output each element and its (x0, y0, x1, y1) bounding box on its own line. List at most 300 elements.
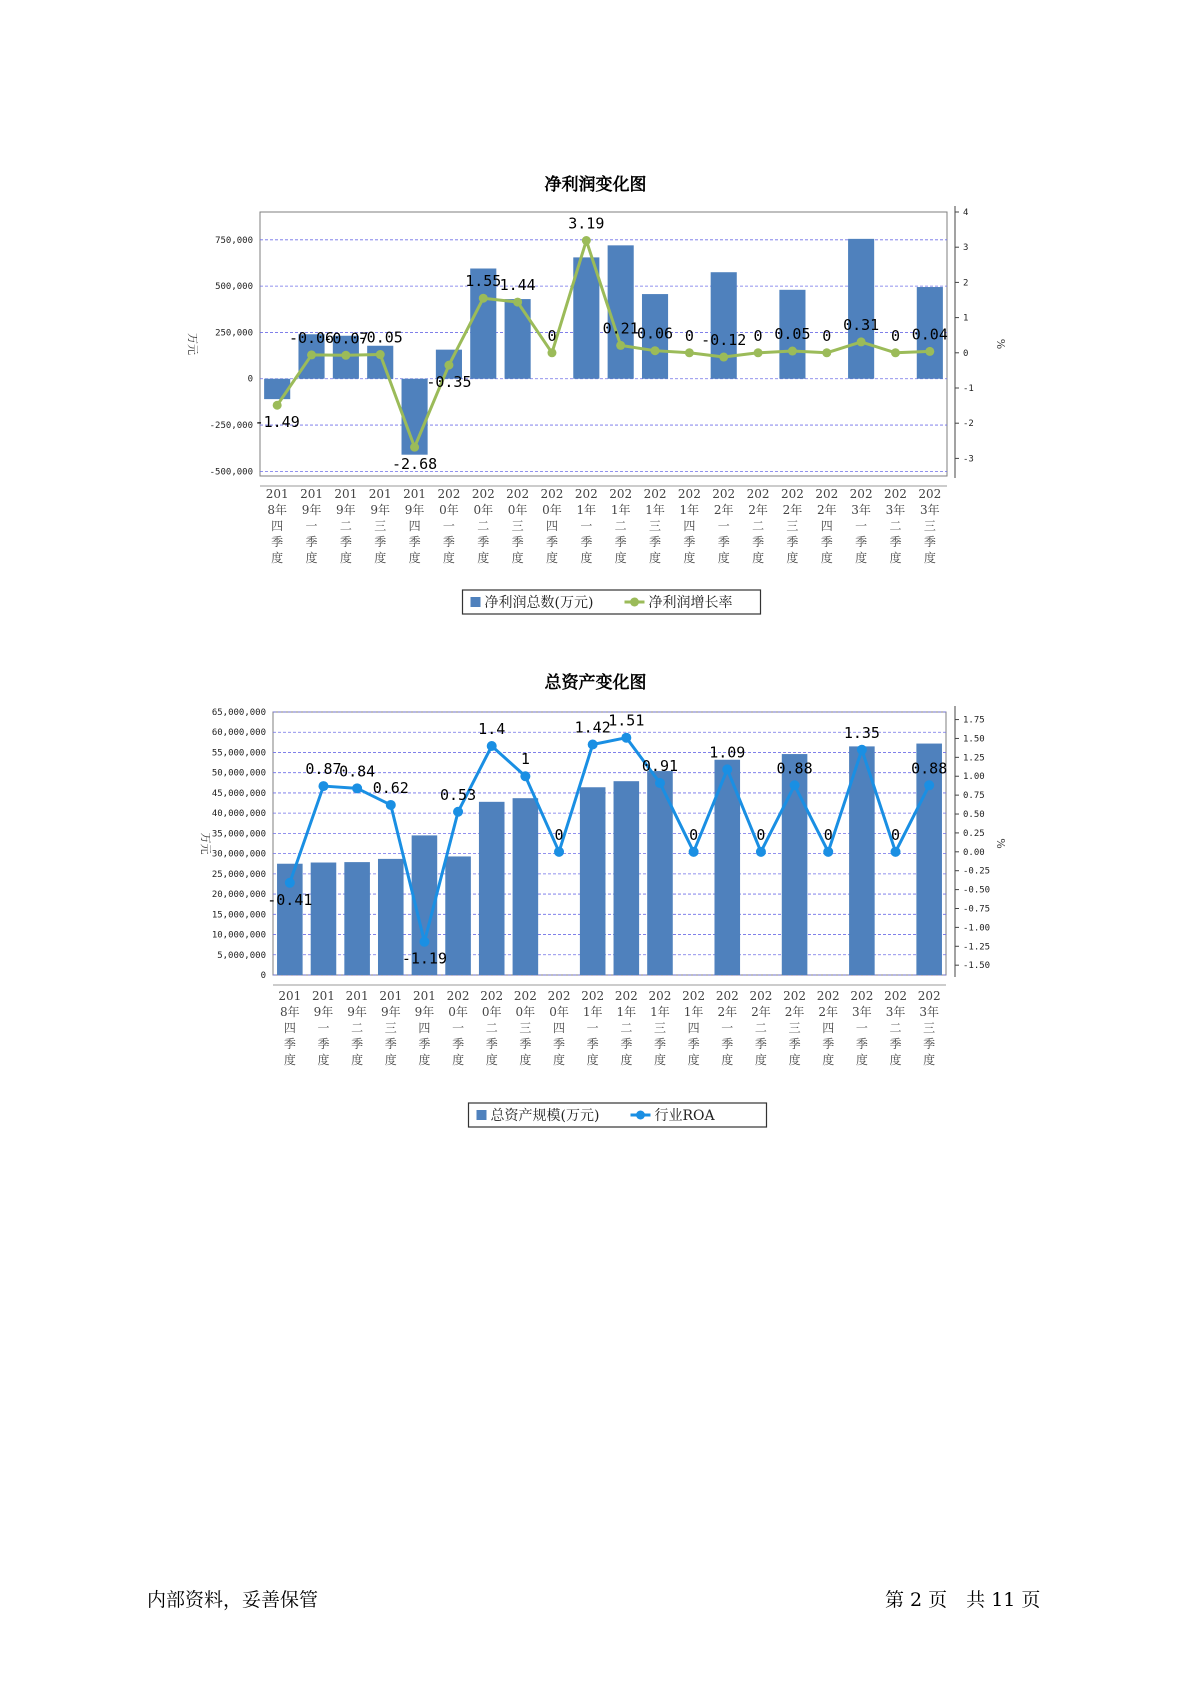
line-point (891, 348, 900, 357)
x-axis-category-line: 季 (442, 535, 455, 549)
x-axis-category (884, 989, 907, 1067)
x-axis-category-line: 度 (683, 551, 696, 565)
x-axis-category-line: 一 (317, 1021, 330, 1035)
x-axis-category-line: 一 (452, 1021, 465, 1035)
x-axis-category (850, 487, 873, 565)
bar (344, 862, 370, 975)
x-axis-category-line: 季 (786, 535, 799, 549)
line-point (487, 741, 497, 751)
line-data-label: 0.04 (911, 325, 948, 344)
x-axis-category-line: 201 (379, 989, 403, 1003)
line-point (689, 847, 699, 857)
line-point (479, 294, 488, 303)
x-axis-category (918, 989, 941, 1067)
x-axis-category-line: 三 (788, 1021, 801, 1035)
x-axis-category-line: 9年 (414, 1005, 435, 1019)
x-axis-category-line: 四 (271, 519, 284, 533)
line-point (857, 745, 867, 755)
line-data-label: 1.42 (574, 718, 611, 737)
x-axis-category-line: 度 (717, 551, 730, 565)
x-axis-category-line: 季 (614, 535, 627, 549)
y2-axis-tick-label: 1 (963, 313, 969, 324)
x-axis-category (609, 487, 632, 565)
line-point (588, 739, 598, 749)
x-axis-category-line: 0年 (549, 1005, 569, 1019)
x-axis-category-line: 度 (820, 551, 833, 565)
x-axis-category-line: 9年 (347, 1005, 367, 1019)
line-point (788, 347, 797, 356)
y2-axis-tick-label: 2 (963, 278, 969, 289)
x-axis-category-line: 0年 (439, 503, 459, 517)
x-axis-category-line: 201 (334, 487, 358, 501)
bar (311, 863, 337, 975)
line-point (685, 348, 694, 357)
x-axis-category-line: 度 (408, 551, 421, 565)
x-axis-category-line: 0年 (473, 503, 494, 517)
y-axis-tick-label: 10,000,000 (211, 930, 266, 941)
chart-title-total-assets: 总资产变化图 (544, 673, 647, 693)
x-axis-category-line: 202 (780, 487, 804, 501)
x-axis-category (817, 989, 840, 1067)
x-axis-category-line: 四 (822, 1021, 835, 1035)
x-axis-category-line: 2年 (717, 1005, 738, 1019)
x-axis-category (712, 487, 735, 565)
y-axis-tick-label: 5,000,000 (217, 950, 266, 961)
x-axis-category-line: 三 (519, 1021, 532, 1035)
x-axis-category-line: 202 (712, 487, 736, 501)
x-axis-category-line: 2年 (784, 1005, 805, 1019)
x-axis-category-line: 度 (653, 1053, 666, 1067)
x-axis-category-line: 四 (820, 519, 833, 533)
y2-axis-tick-label: 0.25 (963, 828, 985, 839)
line-data-label: 0 (822, 326, 832, 345)
x-axis-category (266, 487, 289, 565)
line-data-label: 0.88 (911, 759, 948, 778)
x-axis-category-line: 0年 (507, 503, 528, 517)
x-axis-category-line: 度 (687, 1053, 700, 1067)
x-axis-category-line: 三 (923, 1021, 936, 1035)
line-data-label: 1.35 (843, 723, 880, 742)
x-axis-category (548, 989, 571, 1067)
x-axis-category-line: 度 (855, 551, 868, 565)
y-axis-label: 万元 (186, 333, 199, 355)
line-data-label: 0 (547, 326, 557, 345)
legend (463, 590, 761, 614)
y2-axis-tick-label: 1.75 (963, 715, 985, 726)
x-axis-category-line: 二 (339, 519, 352, 533)
x-axis-category-line: 202 (437, 487, 461, 501)
x-axis-category-line: 季 (752, 535, 765, 549)
x-axis-category-line: 1年 (610, 503, 631, 517)
y2-axis-label: % (994, 338, 1007, 350)
x-axis-category-line: 季 (271, 535, 284, 549)
x-axis-category-line: 201 (312, 989, 335, 1003)
line-point (352, 783, 362, 793)
x-axis-category (581, 989, 604, 1067)
x-axis-category-line: 度 (889, 1053, 902, 1067)
x-axis-category-line: 度 (721, 1053, 734, 1067)
x-axis-category-line: 度 (305, 551, 318, 565)
y2-axis-label: % (994, 838, 1007, 849)
y-axis-tick-label: 0 (247, 374, 253, 385)
line-data-label: -2.68 (391, 455, 438, 474)
x-axis-category-line: 202 (816, 989, 840, 1003)
x-axis-category-line: 度 (923, 551, 936, 565)
x-axis-category-line: 二 (754, 1021, 767, 1035)
x-axis-category-line: 度 (545, 551, 558, 565)
x-axis-category-line: 2年 (782, 503, 803, 517)
x-axis-category (541, 487, 564, 565)
x-axis-category-line: 度 (786, 551, 799, 565)
y-axis-tick-label: 55,000,000 (211, 748, 266, 759)
x-axis-category-line: 季 (553, 1037, 566, 1051)
line-data-label: -0.06 (288, 328, 335, 347)
legend-bar-label: 总资产规模(万元) (490, 1108, 600, 1124)
x-axis-category-line: 度 (283, 1053, 296, 1067)
x-axis-category-line: 1年 (650, 1005, 670, 1019)
x-axis-category-line: 9年 (313, 1005, 334, 1019)
x-axis-category-line: 季 (384, 1037, 397, 1051)
x-axis-category-line: 3年 (919, 1005, 939, 1019)
x-axis-category (678, 487, 701, 565)
x-axis-category-line: 季 (687, 1037, 700, 1051)
x-axis-category-line: 202 (506, 487, 530, 501)
x-axis-category-line: 2年 (751, 1005, 771, 1019)
x-axis-category (278, 989, 301, 1067)
x-axis-category-line: 8年 (280, 1005, 300, 1019)
x-axis-category-line: 季 (653, 1037, 666, 1051)
line-data-label: 0 (689, 825, 699, 844)
x-axis-category (682, 989, 705, 1067)
x-axis-category-line: 一 (305, 519, 318, 533)
line-data-label: 0.87 (305, 760, 342, 779)
x-axis-category-line: 季 (788, 1037, 801, 1051)
x-axis-category (850, 989, 873, 1067)
line-point (857, 337, 866, 346)
x-axis-category (644, 487, 667, 565)
x-axis-category-line: 202 (547, 989, 571, 1003)
x-axis-category-line: 201 (300, 487, 323, 501)
line-point (719, 353, 728, 362)
line-data-label: 0 (554, 825, 564, 844)
x-axis-category-line: 四 (687, 1021, 700, 1035)
x-axis-category-line: 度 (580, 551, 593, 565)
x-axis-category-line: 1年 (582, 1005, 603, 1019)
x-axis-category-line: 9年 (380, 1005, 401, 1019)
line-point (756, 847, 766, 857)
y-axis-label: 万元 (199, 832, 212, 855)
x-axis-category-line: 202 (581, 989, 605, 1003)
x-axis-category-line: 季 (339, 535, 352, 549)
line-point (453, 807, 463, 817)
x-axis-category (369, 487, 392, 565)
x-axis-category-line: 四 (553, 1021, 566, 1035)
bar (513, 798, 539, 975)
y2-axis-tick-label: 1.50 (963, 734, 985, 745)
x-axis-category-line: 1年 (645, 503, 665, 517)
x-axis-category-line: 度 (271, 551, 284, 565)
x-axis-category-line: 一 (721, 1021, 734, 1035)
bar (445, 856, 471, 975)
x-axis-category-line: 度 (649, 551, 662, 565)
x-axis-category-line: 201 (403, 487, 427, 501)
x-axis-category-line: 季 (683, 535, 696, 549)
chart-title-net-profit: 净利润变化图 (544, 175, 647, 195)
y2-axis-tick-label: 3 (963, 243, 969, 254)
x-axis-category-line: 3年 (885, 1005, 906, 1019)
x-axis-category-line: 度 (614, 551, 627, 565)
x-axis-category-line: 3年 (852, 1005, 872, 1019)
line-point (376, 350, 385, 359)
line-point (520, 771, 530, 781)
x-axis-category (747, 487, 770, 565)
y2-axis-tick-label: 4 (963, 208, 969, 218)
y-axis-tick-label: 500,000 (215, 282, 253, 293)
x-axis-category-line: 二 (485, 1021, 498, 1035)
y-axis-tick-label: -500,000 (209, 467, 253, 478)
x-axis-category-line: 2年 (713, 503, 734, 517)
line-point (285, 878, 295, 888)
x-axis-category-line: 四 (683, 519, 696, 533)
x-axis-category-line: 四 (545, 519, 558, 533)
line-data-label: -0.05 (357, 328, 403, 347)
x-axis-category (480, 989, 503, 1067)
x-axis-category-line: 一 (855, 519, 868, 533)
x-axis-category-line: 9年 (301, 503, 322, 517)
x-axis-category-line: 一 (717, 519, 730, 533)
x-axis-category-line: 四 (283, 1021, 296, 1035)
x-axis-category-line: 0年 (515, 1005, 536, 1019)
y2-axis-tick-label: 1.25 (963, 753, 985, 764)
line-data-label: 1.44 (499, 276, 536, 295)
line-data-label: 3.19 (568, 214, 605, 233)
x-axis-category-line: 三 (374, 519, 387, 533)
line-data-label: 0.06 (636, 324, 674, 343)
line-data-label: 0.53 (440, 785, 477, 804)
x-axis-category-line: 201 (345, 989, 369, 1003)
y-axis-tick-label: 50,000,000 (211, 768, 266, 779)
y2-axis-tick-label: 0.75 (963, 791, 985, 802)
line-point (823, 847, 833, 857)
line-data-label: 0 (823, 825, 833, 844)
x-axis-category (437, 487, 460, 565)
x-axis-category-line: 季 (855, 1037, 868, 1051)
x-axis-category-line: 度 (374, 551, 387, 565)
line-data-label: 0.05 (774, 325, 811, 344)
x-axis-category-line: 二 (752, 519, 765, 533)
line-point (273, 401, 282, 410)
x-axis-category-line: 二 (889, 519, 902, 533)
bar (711, 272, 737, 379)
legend-line-marker (636, 1111, 645, 1120)
x-axis-category-line: 二 (351, 1021, 364, 1035)
x-axis-category-line: 202 (715, 989, 739, 1003)
x-axis-category-line: 度 (384, 1053, 397, 1067)
x-axis-category-line: 季 (511, 535, 524, 549)
x-axis-category-line: 度 (855, 1053, 868, 1067)
x-axis-category (783, 989, 806, 1067)
line-point (410, 443, 419, 452)
y-axis-tick-label: 0 (260, 971, 266, 981)
x-axis-category (413, 989, 436, 1067)
y-axis-tick-label: 25,000,000 (211, 869, 266, 880)
y-axis-tick-label: 250,000 (215, 328, 253, 339)
x-axis-category-line: 一 (855, 1021, 868, 1035)
x-axis-category-line: 201 (265, 487, 289, 501)
line-data-label: -1.19 (401, 949, 448, 968)
x-axis-category (472, 487, 495, 565)
x-axis-category-line: 季 (351, 1037, 364, 1051)
x-axis-category-line: 度 (788, 1053, 801, 1067)
y2-axis-tick-label: -0.50 (963, 885, 991, 896)
bar (580, 787, 606, 975)
x-axis-category-line: 度 (317, 1053, 330, 1067)
x-axis-category-line: 9年 (336, 503, 356, 517)
line-point (790, 780, 800, 790)
line-data-label: -1.49 (254, 413, 300, 432)
y2-axis-tick-label: -0.25 (963, 866, 991, 877)
x-axis-category-line: 3年 (885, 503, 906, 517)
legend-line-label: 行业ROA (654, 1108, 715, 1124)
y2-axis-tick-label: -1.25 (963, 942, 991, 953)
x-axis-category-line: 季 (889, 535, 902, 549)
x-axis-category-line: 季 (408, 535, 421, 549)
line-data-label: 0 (684, 326, 694, 345)
x-axis-category-line: 202 (682, 989, 706, 1003)
x-axis-category (575, 487, 598, 565)
footer-confidential: 内部资料，妥善保管 (147, 1589, 319, 1611)
x-axis-category-line: 季 (418, 1037, 431, 1051)
x-axis-category-line: 二 (889, 1021, 902, 1035)
x-axis-category-line: 0年 (448, 1005, 468, 1019)
x-axis-category-line: 三 (786, 519, 799, 533)
line-data-label: 1.09 (709, 743, 746, 762)
x-axis-category (615, 989, 638, 1067)
line-data-label: -0.07 (323, 329, 369, 348)
line-point (547, 348, 556, 357)
x-axis-category-line: 202 (918, 487, 942, 501)
x-axis-category-line: 202 (574, 487, 598, 501)
x-axis-category-line: 0年 (542, 503, 562, 517)
total-assets-chart (0, 700, 1191, 1124)
x-axis-category-line: 季 (519, 1037, 532, 1051)
line-data-label: -0.41 (267, 890, 313, 909)
y2-axis-tick-label: -3 (963, 454, 974, 465)
line-data-label: 0.62 (372, 778, 409, 797)
y2-axis-tick-label: 0.00 (963, 847, 985, 858)
x-axis-category-line: 季 (620, 1037, 633, 1051)
y-axis-tick-label: 60,000,000 (211, 728, 266, 739)
x-axis-category-line: 季 (283, 1037, 296, 1051)
x-axis-category (334, 487, 357, 565)
x-axis-category-line: 季 (820, 535, 833, 549)
x-axis-category-line: 二 (477, 519, 490, 533)
line-point (651, 346, 660, 355)
x-axis-category-line: 一 (586, 1021, 599, 1035)
line-data-label: 0 (753, 326, 763, 345)
x-axis-category-line: 度 (752, 551, 765, 565)
y-axis-tick-label: 750,000 (215, 235, 253, 246)
x-axis-category-line: 三 (649, 519, 662, 533)
x-axis-category-line: 1年 (616, 1005, 637, 1019)
line-data-label: 0.31 (843, 315, 880, 334)
bar (479, 802, 505, 975)
x-axis-category-line: 三 (653, 1021, 666, 1035)
line-point (655, 778, 665, 788)
line-data-label: -0.35 (426, 373, 472, 392)
line-data-label: 0.91 (641, 757, 679, 776)
y-axis-tick-label: 30,000,000 (211, 849, 266, 860)
x-axis-category (300, 487, 323, 565)
legend-line-marker (630, 598, 639, 607)
y2-axis-tick-label: 1.00 (963, 772, 985, 783)
x-axis-category-line: 8年 (267, 503, 287, 517)
x-axis-category-line: 四 (418, 1021, 431, 1035)
x-axis-category-line: 一 (442, 519, 455, 533)
y2-axis-tick-label: -1.00 (963, 923, 991, 934)
x-axis-category (918, 487, 941, 565)
y2-axis-tick-label: -1.50 (963, 961, 991, 972)
x-axis-category-line: 201 (412, 989, 436, 1003)
line-point (621, 733, 631, 743)
line-point (307, 350, 316, 359)
x-axis-category-line: 0年 (481, 1005, 502, 1019)
x-axis-category-line: 度 (923, 1053, 936, 1067)
bar (378, 859, 404, 975)
y2-axis-tick-label: -1 (963, 384, 974, 394)
y-axis-tick-label: 15,000,000 (211, 910, 266, 921)
x-axis-category-line: 202 (471, 487, 495, 501)
x-axis-category-line: 9年 (404, 503, 425, 517)
line-point (444, 361, 453, 370)
x-axis-category-line: 201 (278, 989, 302, 1003)
x-axis-category-line: 季 (586, 1037, 599, 1051)
bar (916, 744, 942, 975)
x-axis-category-line: 度 (822, 1053, 835, 1067)
x-axis-category-line: 三 (511, 519, 524, 533)
x-axis-category-line: 202 (749, 989, 773, 1003)
footer-page-number: 第 2 页 共 11 页 (885, 1589, 1041, 1611)
x-axis-category-line: 度 (519, 1053, 532, 1067)
x-axis-category (781, 487, 804, 565)
x-axis-category-line: 3年 (920, 503, 940, 517)
x-axis-category-line: 度 (452, 1053, 465, 1067)
y-axis-tick-label: 35,000,000 (211, 829, 266, 840)
line-point (891, 847, 901, 857)
x-axis-category-line: 202 (540, 487, 564, 501)
x-axis-category-line: 度 (485, 1053, 498, 1067)
line-data-label: 1.4 (478, 720, 506, 739)
net-profit-chart (0, 200, 1191, 620)
x-axis-category-line: 度 (477, 551, 490, 565)
line-data-label: 1.51 (608, 711, 645, 730)
bar (608, 245, 634, 378)
x-axis-category (312, 989, 335, 1067)
line-data-label: -0.12 (701, 331, 747, 350)
x-axis-category-line: 季 (545, 535, 558, 549)
x-axis-category-line: 202 (648, 989, 672, 1003)
line-data-label: 0.84 (339, 762, 376, 781)
x-axis-category-line: 202 (614, 989, 638, 1003)
x-axis-category-line: 二 (614, 519, 627, 533)
x-axis-category (379, 989, 402, 1067)
x-axis-category-line: 3年 (851, 503, 871, 517)
x-axis-category-line: 202 (677, 487, 701, 501)
x-axis-category-line: 季 (485, 1037, 498, 1051)
x-axis-category-line: 季 (889, 1037, 902, 1051)
line-point (386, 800, 396, 810)
x-axis-category-line: 季 (754, 1037, 767, 1051)
